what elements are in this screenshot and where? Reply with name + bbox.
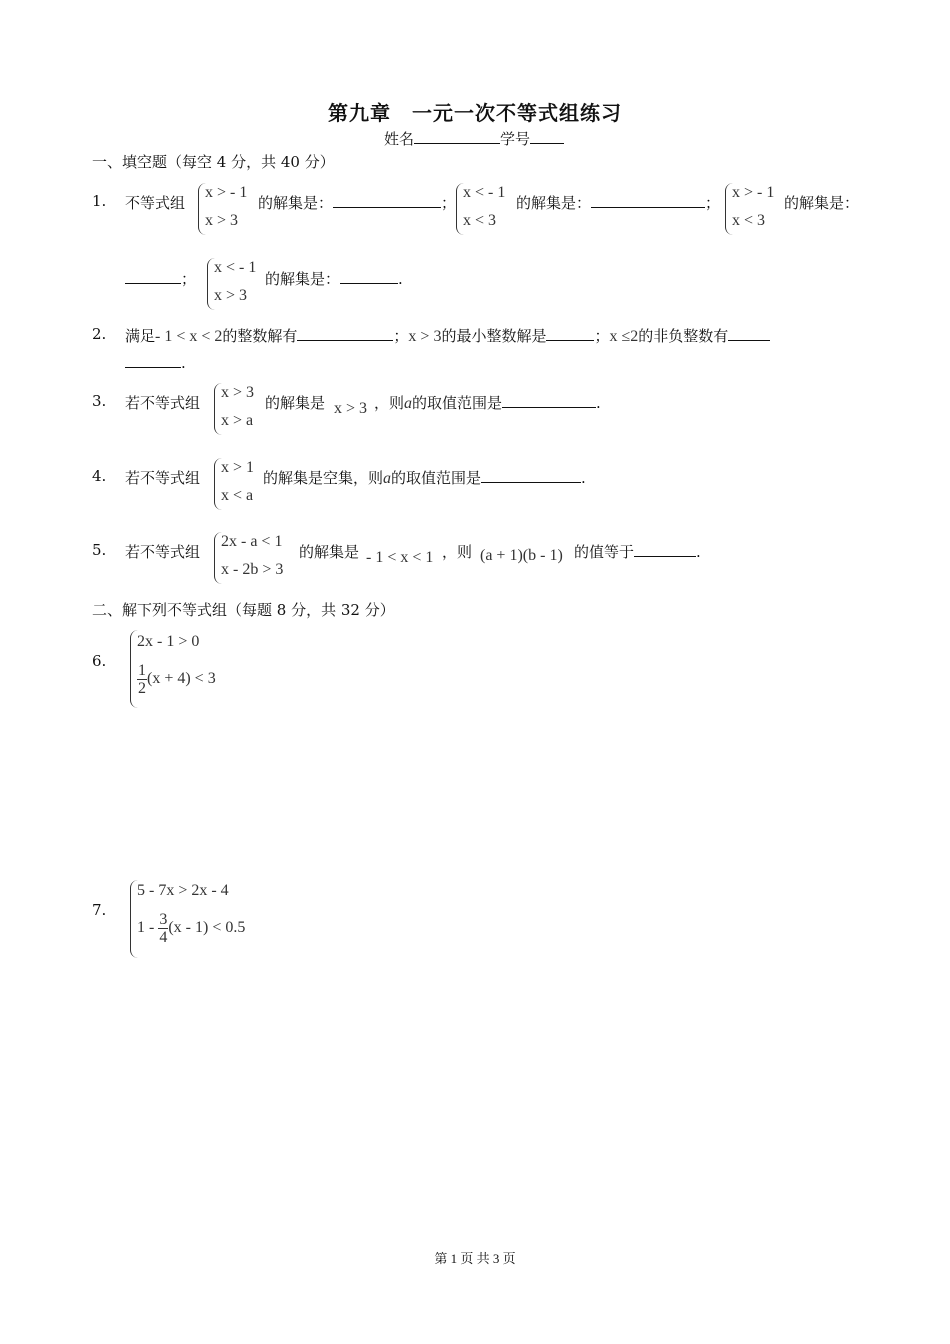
q5-text-2: ，则 (442, 543, 473, 561)
q5-math-1: - 1 < x < 1 (366, 549, 434, 566)
id-blank[interactable] (530, 128, 564, 144)
q2-blank-3b[interactable] (125, 352, 181, 368)
section-2-heading (92, 599, 395, 620)
q1-sys-d-line1: x < - 1 (214, 259, 257, 276)
q3-rest (374, 392, 601, 413)
q2-math-1: - 1 < x < 2 (155, 328, 223, 345)
q5-end: . (696, 543, 701, 561)
section-1-heading (92, 151, 335, 172)
id-label: 学号 (500, 130, 531, 148)
q1-sys-a-line1: x > - 1 (205, 184, 248, 201)
page-title: 第九章 一元一次不等式组练习 (328, 101, 622, 125)
q1-answer-d (265, 268, 403, 289)
q7-line2-rest: (x - 1) < 0.5 (168, 919, 246, 937)
page-footer: 第 1 页 共 3 页 (434, 1251, 516, 1266)
q6-line2 (137, 662, 216, 697)
q3-blank[interactable] (502, 392, 596, 408)
q1-blank-b[interactable] (591, 192, 705, 208)
q7-line1: 5 - 7x > 2x - 4 (137, 882, 229, 899)
section-2-title: 二、解下列不等式组 (92, 601, 228, 619)
q6-fraction (137, 662, 147, 697)
q1-blank-c[interactable] (125, 268, 181, 284)
q4-var: a (383, 470, 392, 487)
q1-end: . (398, 270, 403, 288)
q2-math-2: x > 3 (408, 328, 442, 345)
q2-number: 2. (92, 325, 107, 343)
q2-text-4: 的非负整数有 (638, 327, 729, 345)
q1-sol-label-b: 的解集是： (516, 194, 592, 212)
q1-prefix: 不等式组 (125, 194, 186, 212)
q3-text-2: ，则 (374, 394, 405, 412)
q6-frac-num: 1 (138, 662, 146, 679)
q1-sys-c-line2: x < 3 (732, 212, 766, 229)
q2-text-2: 的整数解有 (222, 327, 298, 345)
q6-line2-rest: (x + 4) < 3 (147, 670, 216, 688)
q2-text-1: 满足 (125, 327, 156, 345)
q2-line2 (125, 352, 186, 372)
q1-number: 1. (92, 192, 107, 210)
q3-prefix: 若不等式组 (125, 394, 201, 412)
q1-sol-label-c: 的解集是： (784, 194, 860, 212)
q2-end: . (181, 354, 186, 372)
q1-sys-c-line1: x > - 1 (732, 184, 775, 201)
q4-blank[interactable] (481, 467, 581, 483)
q1-sol-label-a: 的解集是： (258, 194, 334, 212)
q3-sys-line1: x > 3 (221, 384, 255, 401)
q4-rest (263, 467, 586, 488)
q4-number: 4. (92, 467, 107, 485)
q2-text-3: 的最小整数解是 (441, 327, 547, 345)
q1-sol-label-d: 的解集是： (265, 270, 341, 288)
q5-number: 5. (92, 541, 107, 559)
name-label: 姓名 (384, 130, 415, 148)
q1-answer-c (125, 268, 196, 289)
q1-sys-b-line2: x < 3 (463, 212, 497, 229)
q7-frac-den: 4 (159, 929, 168, 946)
q7-fraction (158, 911, 168, 946)
q5-sys-line2: x - 2b > 3 (221, 561, 284, 578)
q1-answer-b (516, 192, 720, 213)
q5-blank[interactable] (634, 541, 696, 557)
q2-sep-1: ； (393, 327, 409, 345)
name-blank[interactable] (414, 128, 500, 144)
q3-text-3: 的取值范围是 (412, 394, 503, 412)
q2-line1 (125, 325, 770, 346)
q1-blank-a[interactable] (333, 192, 441, 208)
q2-math-3: x ≤2 (609, 328, 639, 345)
q7-number: 7. (92, 901, 107, 919)
section-2-note: （每题 8 分，共 32 分） (227, 601, 395, 619)
q4-sys-line1: x > 1 (221, 459, 255, 476)
q7-line2-pre: 1 - (137, 919, 159, 937)
q1-sys-d-line2: x > 3 (214, 287, 248, 304)
q3-end: . (596, 394, 601, 412)
q1-sep-c: ； (181, 270, 197, 288)
q4-prefix: 若不等式组 (125, 469, 201, 487)
q4-text-1: 的解集是空集，则 (263, 469, 384, 487)
q7-line2 (137, 911, 245, 946)
q5-prefix: 若不等式组 (125, 543, 201, 561)
q4-end: . (581, 469, 586, 487)
q5-text-3: 的值等于 (574, 543, 635, 561)
q1-sys-b-line1: x < - 1 (463, 184, 506, 201)
q5-rest (574, 541, 701, 562)
q2-blank-1[interactable] (297, 325, 393, 341)
q1-sep-b: ； (705, 194, 721, 212)
q7-frac-num: 3 (159, 911, 168, 928)
q1-sep-a: ； (441, 194, 457, 212)
q1-blank-d[interactable] (340, 268, 398, 284)
q4-text-2: 的取值范围是 (391, 469, 482, 487)
section-1-title: 一、填空题 (92, 153, 168, 171)
q6-line1: 2x - 1 > 0 (137, 633, 200, 650)
q6-number: 6. (92, 652, 107, 670)
q5-sys-line1: 2x - a < 1 (221, 533, 283, 550)
name-id-line (384, 128, 564, 149)
q5-text-1: 的解集是 (299, 543, 360, 561)
q3-number: 3. (92, 392, 107, 410)
q2-blank-3a[interactable] (728, 325, 770, 341)
q4-sys-line2: x < a (221, 487, 254, 504)
q5-math-2: (a + 1)(b - 1) (480, 547, 563, 564)
q3-math-1: x > 3 (334, 400, 368, 417)
q6-frac-den: 2 (138, 680, 146, 697)
section-1-note: （每空 4 分，共 40 分） (167, 153, 335, 171)
q1-sys-a-line2: x > 3 (205, 212, 239, 229)
q2-sep-2: ； (594, 327, 610, 345)
q3-text-1: 的解集是 (265, 394, 326, 412)
q3-var: a (404, 395, 413, 412)
q3-sys-line2: x > a (221, 412, 254, 429)
q2-blank-2[interactable] (546, 325, 594, 341)
q1-answer-a (258, 192, 456, 213)
